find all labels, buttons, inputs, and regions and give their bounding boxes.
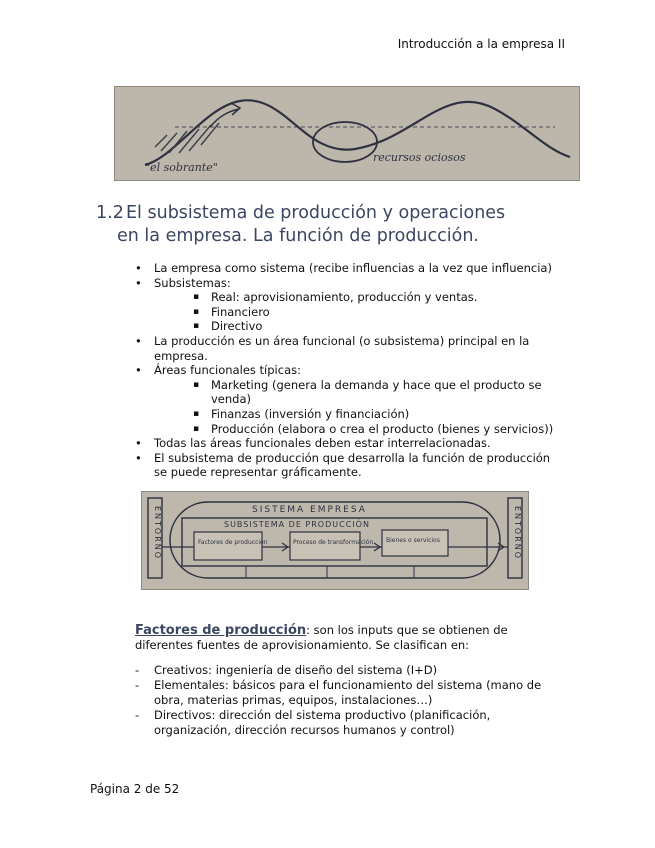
section-title-line1: El subsistema de producción y operaciones <box>126 203 506 223</box>
sub-list-item <box>193 422 565 437</box>
diagram-box-bienes: Bienes o servicios <box>386 537 440 544</box>
sub-list-item-label: Financiero <box>211 304 270 319</box>
diagram-outer-label: SISTEMA EMPRESA <box>252 505 367 515</box>
diagram-box-factores: Factores de producción <box>198 539 268 546</box>
list-item: • La producción es un área funcional (o subsistema) principal en la empresa. <box>135 334 565 363</box>
sub-list-item <box>193 305 565 320</box>
section-title <box>96 202 566 248</box>
list-item <box>135 363 565 436</box>
sub-list-item <box>193 290 565 305</box>
list-item <box>135 276 565 334</box>
sub-list-item-label: Marketing (genera la demanda y hace que el producto se venda) <box>211 377 542 407</box>
diagram-entorno-right: ENTORNO <box>513 506 522 561</box>
sub-list <box>154 290 565 334</box>
list-item: • La empresa como sistema (recibe influencias a la vez que influencia) <box>135 261 565 276</box>
list-item: • Todas las áreas funcionales deben estar interrelacionadas. <box>135 436 565 451</box>
list-item: - Creativos: ingeniería de diseño del sistema (I+D) <box>135 663 565 678</box>
list-item-label: Áreas funcionales típicas: <box>154 363 301 378</box>
bullet-list <box>135 261 565 480</box>
list-item-label: Subsistemas: <box>154 275 231 290</box>
factors-heading: Factores de producción <box>135 623 307 638</box>
page-number: Página 2 de 52 <box>90 782 180 796</box>
sub-list-item <box>193 319 565 334</box>
running-header: Introducción a la empresa II <box>397 37 565 51</box>
sub-list-item <box>193 378 565 407</box>
sub-list <box>154 378 565 436</box>
section-title-line2: en la empresa. La función de producción. <box>117 226 479 246</box>
diagram-box-proceso: Proceso de transformación <box>293 539 374 546</box>
sub-list-item <box>193 407 565 422</box>
list-item: - Directivos: dirección del sistema productivo (planificación, organización, dirección recursos humanos y control) <box>135 708 565 738</box>
diagram-inner-label: SUBSISTEMA DE PRODUCCIÓN <box>224 520 370 529</box>
sketch-photo-system-diagram <box>141 491 529 590</box>
sketch-label-recursos: recursos ociosos <box>373 151 466 164</box>
section-number: 1.2 <box>96 203 124 223</box>
sub-list-item-label: Producción (elabora o crea el producto (bienes y servicios)) <box>211 421 554 436</box>
factors-paragraph <box>135 623 565 653</box>
diagram-entorno-left: ENTORNO <box>153 506 162 561</box>
sketch-photo-curve <box>114 86 580 181</box>
factors-list <box>135 663 565 738</box>
sub-list-item-label: Real: aprovisionamiento, producción y ventas. <box>211 290 478 305</box>
list-item: - Elementales: básicos para el funcionamiento del sistema (mano de obra, materias primas, equipos, instalaciones…) <box>135 678 565 708</box>
factors-intro: : son los inputs que se obtienen de diferentes fuentes de aprovisionamiento. Se clasifican en: <box>135 623 508 652</box>
sub-list-item-label: Finanzas (inversión y financiación) <box>211 406 410 421</box>
sketch-label-sobrante: "el sobrante" <box>145 161 218 174</box>
sub-list-item-label: Directivo <box>211 319 263 334</box>
list-item: • El subsistema de producción que desarrolla la función de producción se puede representar gráficamente. <box>135 451 565 480</box>
